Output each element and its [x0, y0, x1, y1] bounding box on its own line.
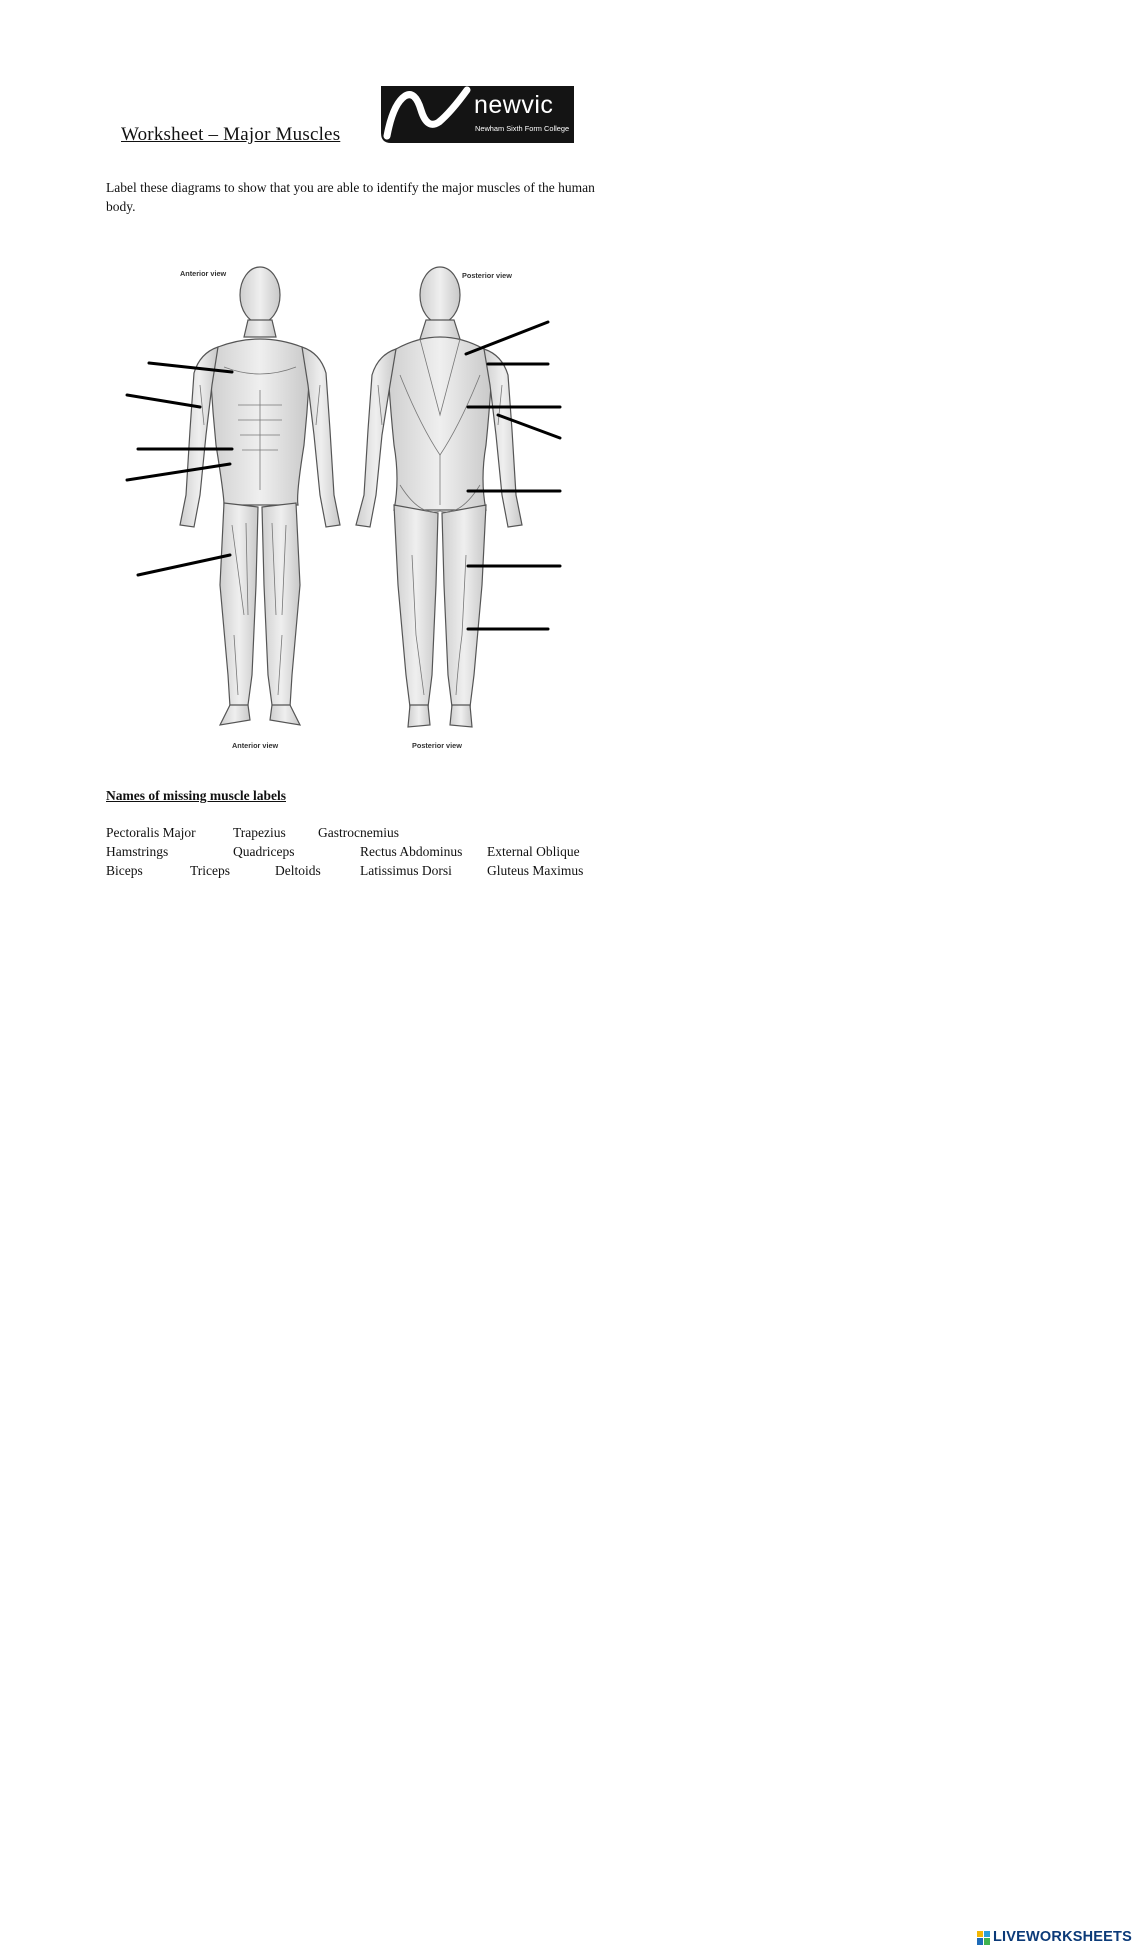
- liveworksheets-logo-icon: [977, 1931, 990, 1945]
- muscle-name: Latissimus Dorsi: [360, 863, 452, 878]
- muscle-figures: [120, 255, 580, 765]
- muscle-name: Triceps: [190, 863, 231, 878]
- muscle-name: Gastrocnemius: [318, 825, 399, 840]
- posterior-view-bottom-label: Posterior view: [412, 741, 462, 750]
- muscle-diagram: [120, 255, 580, 765]
- muscle-name: External Oblique: [487, 844, 580, 859]
- names-heading: Names of missing muscle labels: [106, 788, 286, 803]
- muscle-name: Quadriceps: [233, 844, 295, 859]
- anterior-view-bottom-label: Anterior view: [232, 741, 279, 750]
- label-line-2: [127, 395, 200, 407]
- logo-name: newvic: [474, 91, 554, 119]
- instructions-text: Label these diagrams to show that you are able to identify the major muscles of the human body.: [106, 180, 595, 214]
- label-line-5: [138, 555, 230, 575]
- muscle-name: Trapezius: [233, 825, 286, 840]
- anterior-body-figure: [180, 267, 340, 725]
- label-line-4: [127, 464, 230, 480]
- muscle-name: Biceps: [106, 863, 143, 878]
- muscle-name: Pectoralis Major: [106, 825, 196, 840]
- muscle-name: Rectus Abdominus: [360, 844, 463, 859]
- muscle-name: Gluteus Maximus: [487, 863, 584, 878]
- footer-brand: LIVEWORKSHEETS: [993, 1929, 1132, 1945]
- label-line-6: [466, 322, 548, 354]
- muscle-name: Hamstrings: [106, 844, 169, 859]
- worksheet-title: Worksheet – Major Muscles: [121, 124, 341, 145]
- logo-subtitle: Newham Sixth Form College: [475, 124, 570, 133]
- anterior-view-top-label: Anterior view: [180, 269, 227, 278]
- posterior-body-figure: [356, 267, 522, 727]
- posterior-view-top-label: Posterior view: [462, 271, 512, 280]
- muscle-name: Deltoids: [275, 863, 321, 878]
